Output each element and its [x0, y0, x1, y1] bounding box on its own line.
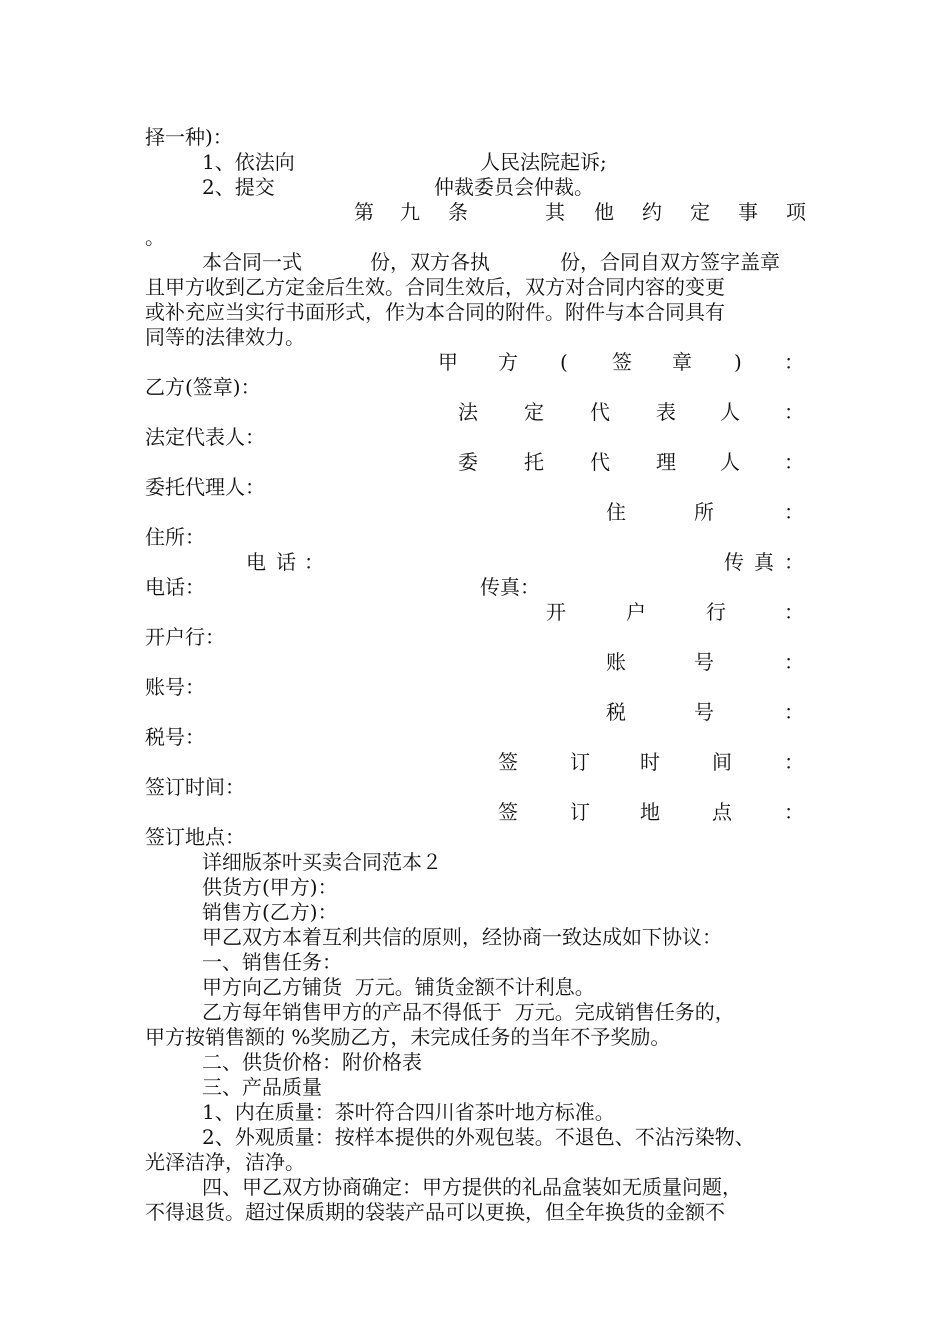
text-line: 乙方每年销售甲方的产品不得低于 万元。完成销售任务的，: [202, 1000, 735, 1024]
label-char: 地: [640, 800, 660, 824]
label-char: 定: [524, 400, 544, 424]
text-line: 2、提交: [202, 175, 275, 199]
label-char: 人: [720, 450, 740, 474]
text-line: 甲方按销售额的 %奖励乙方，未完成任务的当年不予奖励。: [145, 1025, 671, 1049]
heading-char: 第: [354, 200, 374, 224]
label-char: 账: [606, 650, 626, 674]
label-char: ：: [784, 600, 804, 624]
label-char: 订: [570, 800, 590, 824]
text-line: 二、供货价格：附价格表: [202, 1050, 422, 1074]
section-title: 详细版茶叶买卖合同范本２: [202, 850, 442, 874]
label-char: 电: [246, 550, 266, 574]
label-char: 签: [498, 800, 518, 824]
label-char: 间: [712, 750, 732, 774]
text-line: 2、外观质量：按样本提供的外观包装。不退色、不沾污染物、: [202, 1125, 755, 1149]
text-line: 本合同一式: [202, 250, 302, 274]
heading-char: 事: [738, 200, 758, 224]
text-line: 委托代理人：: [145, 475, 265, 499]
label-char: 点: [712, 800, 732, 824]
text-line: 三、产品质量: [202, 1075, 322, 1099]
text-line: 住所：: [145, 525, 205, 549]
text-line: 法定代表人：: [145, 425, 265, 449]
label-char: 签: [498, 750, 518, 774]
label-char: 签: [612, 350, 632, 374]
text-line: 且甲方收到乙方定金后生效。合同生效后，双方对合同内容的变更: [145, 275, 725, 299]
text-line: 签订地点：: [145, 825, 245, 849]
label-char: 住: [606, 500, 626, 524]
text-line: 1、内在质量：茶叶符合四川省茶叶地方标准。: [202, 1100, 615, 1124]
text-line: 同等的法律效力。: [145, 325, 305, 349]
text-line: 份，双方各执: [370, 250, 490, 274]
label-char: 代: [590, 400, 610, 424]
label-char: 真: [754, 550, 774, 574]
heading-char: 定: [690, 200, 710, 224]
text-line: 或补充应当实行书面形式，作为本合同的附件。附件与本合同具有: [145, 300, 725, 324]
text-line: 账号：: [145, 675, 205, 699]
text-line: 甲方向乙方铺货 万元。铺货金额不计利息。: [202, 975, 595, 999]
label-char: 表: [656, 400, 676, 424]
label-char: ：: [784, 700, 804, 724]
text-line: 不得退货。超过保质期的袋装产品可以更换，但全年换货的金额不: [145, 1200, 725, 1224]
text-line: 1、依法向: [202, 150, 295, 174]
label-char: 所: [694, 500, 714, 524]
label-char: 号: [694, 700, 714, 724]
text-line: 人民法院起诉;: [480, 150, 607, 174]
label-char: 章: [672, 350, 692, 374]
label-char: ：: [784, 500, 804, 524]
label-char: 户: [626, 600, 646, 624]
heading-char: 他: [594, 200, 614, 224]
text-line: 一、销售任务：: [202, 950, 342, 974]
label-char: ：: [784, 400, 804, 424]
heading-char: 九: [400, 200, 420, 224]
label-char: 订: [570, 750, 590, 774]
label-char: 话: [276, 550, 296, 574]
text-line: 甲乙双方本着互利共信的原则，经协商一致达成如下协议：: [202, 925, 722, 949]
text-line: 销售方(乙方)：: [202, 900, 338, 924]
text-line: 开户行：: [145, 625, 225, 649]
text-line: 电话：: [145, 575, 205, 599]
label-char: 开: [546, 600, 566, 624]
text-line: 。: [145, 225, 165, 249]
label-char: ：: [304, 550, 324, 574]
label-char: 代: [590, 450, 610, 474]
label-char: 甲: [438, 350, 458, 374]
label-char: 委: [458, 450, 478, 474]
text-line: 四、甲乙双方协商确定：甲方提供的礼品盒装如无质量问题，: [202, 1175, 742, 1199]
label-char: 时: [640, 750, 660, 774]
heading-char: 其: [545, 200, 565, 224]
label-char: ：: [784, 550, 804, 574]
label-char: ：: [784, 350, 804, 374]
text-line: 乙方(签章)：: [145, 375, 261, 399]
text-line: 供货方(甲方)：: [202, 875, 338, 899]
text-line: 传真：: [480, 575, 540, 599]
label-char: 托: [524, 450, 544, 474]
label-char: ): [734, 350, 742, 374]
label-char: 人: [720, 400, 740, 424]
text-line: 签订时间：: [145, 775, 245, 799]
label-char: ：: [784, 800, 804, 824]
label-char: ：: [784, 750, 804, 774]
label-char: ：: [784, 450, 804, 474]
label-char: ：: [784, 650, 804, 674]
text-line: 税号：: [145, 725, 205, 749]
heading-char: 项: [786, 200, 806, 224]
heading-char: 约: [642, 200, 662, 224]
text-line: 份，合同自双方签字盖章: [560, 250, 780, 274]
label-char: 行: [706, 600, 726, 624]
heading-char: 条: [448, 200, 468, 224]
label-char: 号: [694, 650, 714, 674]
label-char: 法: [458, 400, 478, 424]
text-line: 仲裁委员会仲裁。: [434, 175, 594, 199]
label-char: 方: [498, 350, 518, 374]
label-char: (: [560, 350, 568, 374]
text-line: 光泽洁净，洁净。: [145, 1150, 305, 1174]
text-line: 择一种)：: [145, 125, 233, 149]
label-char: 税: [606, 700, 626, 724]
label-char: 传: [724, 550, 744, 574]
label-char: 理: [656, 450, 676, 474]
